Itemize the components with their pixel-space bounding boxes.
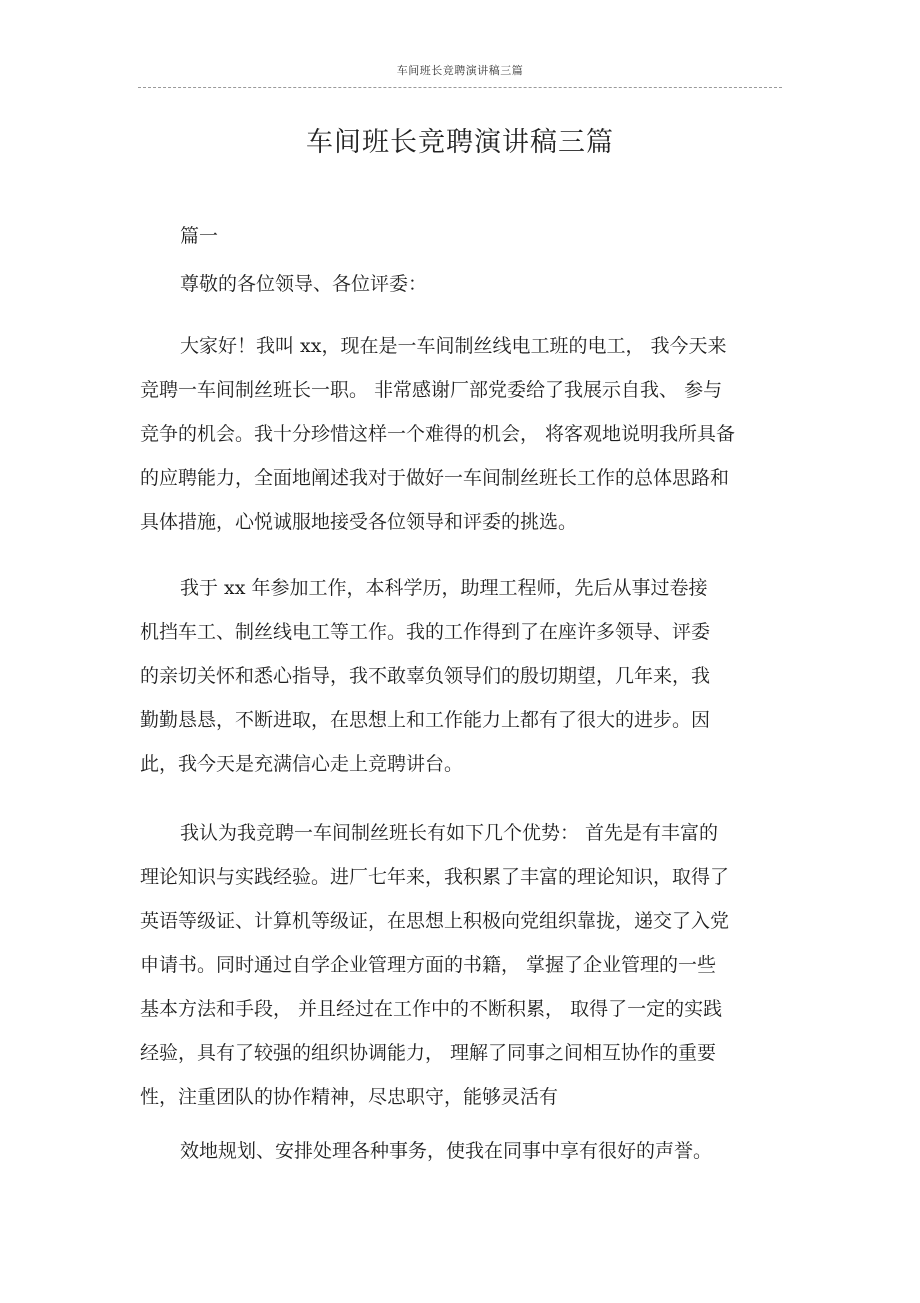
paragraph-line: 我认为我竞聘一车间制丝班长有如下几个优势： 首先是有丰富的 [180,822,719,844]
paragraph-line: 的应聘能力，全面地阐述我对于做好一车间制丝班长工作的总体思路和 [140,467,730,489]
paragraph-line: 申请书。同时通过自学企业管理方面的书籍， 掌握了企业管理的一些 [140,954,717,976]
paragraph-line: 基本方法和手段， 并且经过在工作中的不断积累， 取得了一定的实践 [140,998,723,1020]
section-label: 篇一 [180,225,219,247]
document-title: 车间班长竞聘演讲稿三篇 [306,127,614,158]
paragraph-line: 我于 xx 年参加工作，本科学历，助理工程师，先后从事过卷接 [180,577,708,599]
paragraph-line: 经验，具有了较强的组织协调能力， 理解了同事之间相互协作的重要 [140,1042,717,1064]
paragraph-line: 理论知识与实践经验。进厂七年来，我积累了丰富的理论知识，取得了 [140,866,730,888]
paragraph-line: 勤勤恳恳，不断进取，在思想上和工作能力上都有了很大的进步。因 [140,709,711,731]
salutation: 尊敬的各位领导、各位评委： [180,273,428,295]
paragraph-line: 效地规划、安排处理各种事务，使我在同事中享有很好的声誉。 [180,1140,713,1162]
paragraph-line: 大家好！我叫 xx，现在是一车间制丝线电工班的电工， 我今天来 [180,335,727,357]
paragraph-line: 竞争的机会。我十分珍惜这样一个难得的机会， 将客观地说明我所具备 [140,423,736,445]
paragraph-line: 机挡车工、制丝线电工等工作。我的工作得到了在座许多领导、评委 [140,621,711,643]
paragraph-line: 性，注重团队的协作精神，尽忠职守，能够灵活有 [140,1086,559,1108]
paragraph-line: 此，我今天是充满信心走上竞聘讲台。 [140,753,464,775]
running-header: 车间班长竞聘演讲稿三篇 [396,64,524,77]
header-divider [138,87,782,88]
paragraph-line: 英语等级证、计算机等级证，在思想上积极向党组织靠拢，递交了入党 [140,910,730,932]
paragraph-line: 的亲切关怀和悉心指导，我不敢辜负领导们的殷切期望，几年来，我 [140,665,711,687]
paragraph-line: 具体措施，心悦诚服地接受各位领导和评委的挑选。 [140,511,578,533]
paragraph-line: 竞聘一车间制丝班长一职。 非常感谢厂部党委给了我展示自我、 参与 [140,379,723,401]
